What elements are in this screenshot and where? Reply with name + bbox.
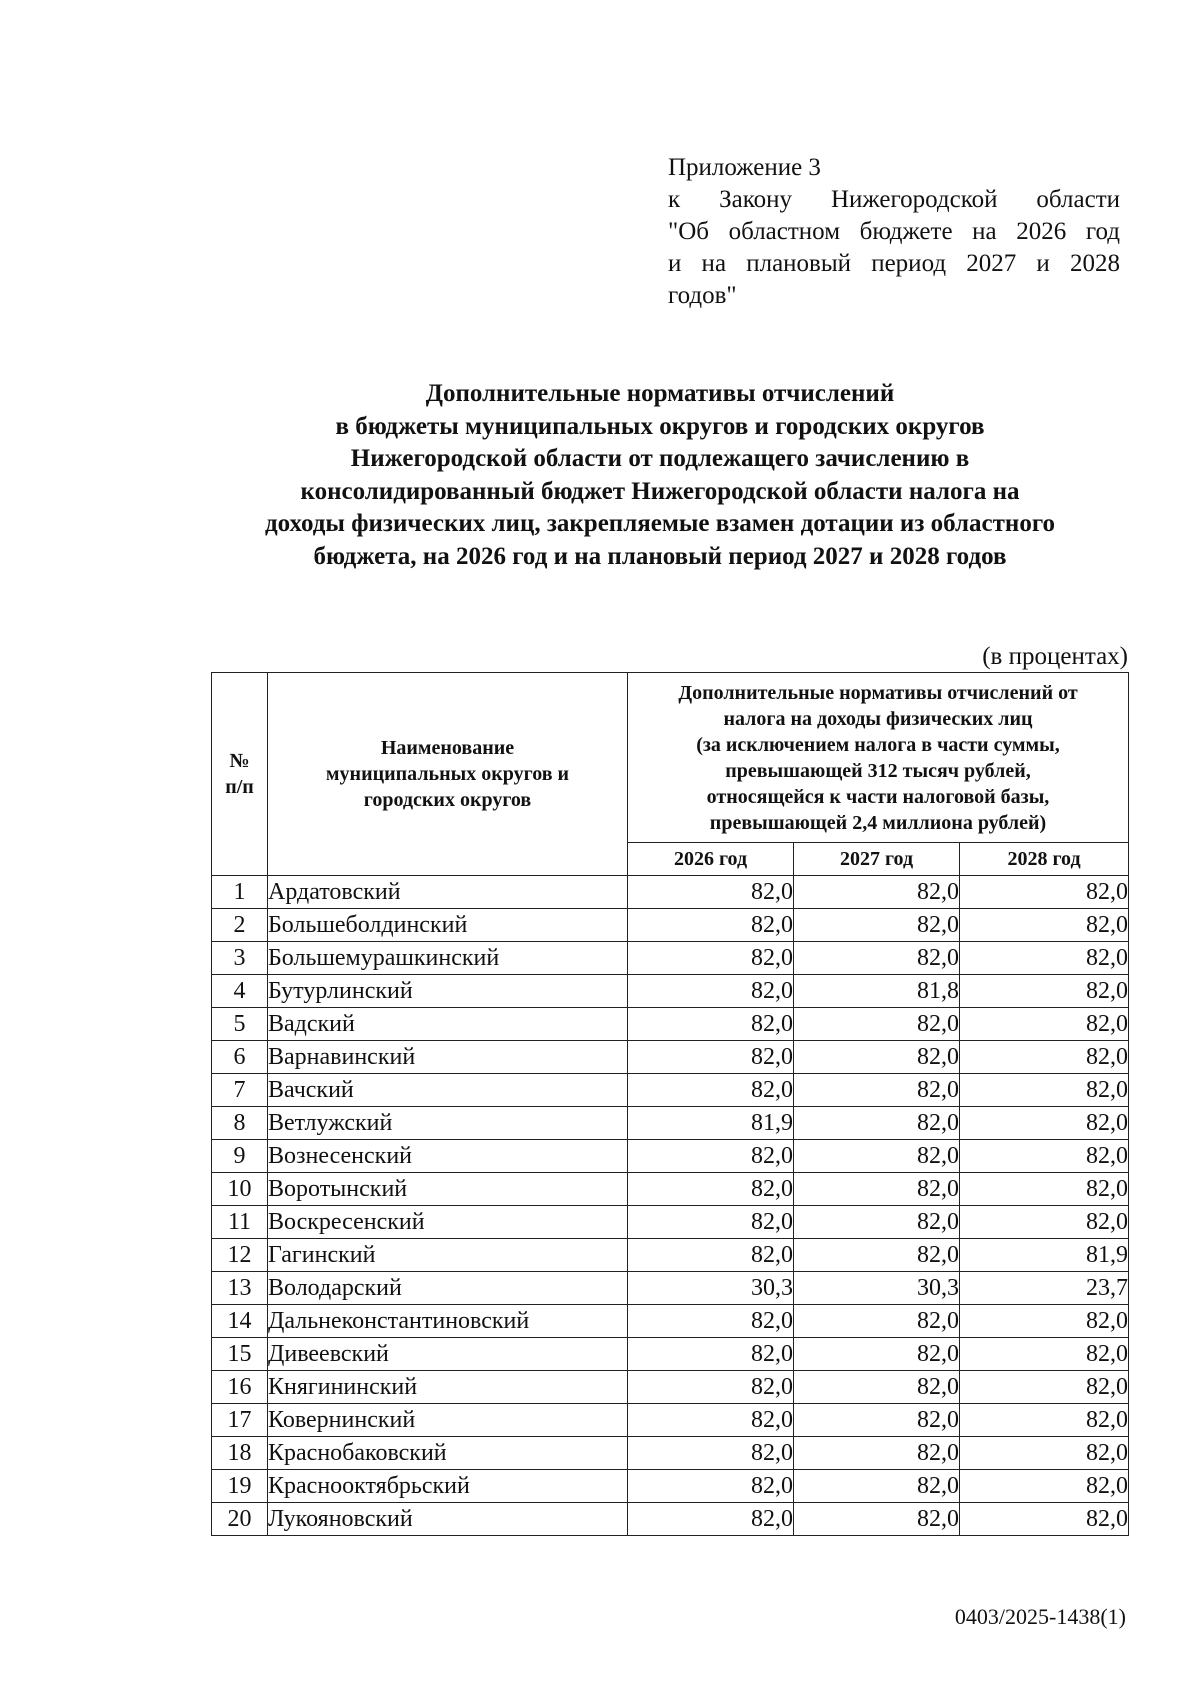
municipality-name: Варнавинский [268, 1041, 628, 1074]
table-row [212, 1008, 1129, 1041]
value-2028: 82,0 [960, 1008, 1129, 1041]
table-row [212, 1404, 1129, 1437]
value-2026: 82,0 [628, 1041, 794, 1074]
row-number: 4 [212, 975, 268, 1008]
title-line: Дополнительные нормативы отчислений [425, 380, 895, 407]
value-2026: 82,0 [628, 1437, 794, 1470]
value-2027: 81,8 [794, 975, 960, 1008]
row-number: 15 [212, 1338, 268, 1371]
value-2027: 30,3 [794, 1272, 960, 1305]
title-line: бюджета, на 2026 год и на плановый период 2027 и 2028 годов [313, 542, 1007, 570]
value-2028: 82,0 [960, 909, 1129, 942]
header-year-2027: 2027 год [794, 843, 960, 876]
table-row [212, 1041, 1129, 1074]
municipality-name: Вадский [268, 1008, 628, 1041]
norms-table [211, 672, 1129, 1536]
value-2027: 82,0 [794, 1107, 960, 1140]
value-2028: 82,0 [960, 1404, 1129, 1437]
value-2026: 82,0 [628, 1338, 794, 1371]
municipality-name: Володарский [268, 1272, 628, 1305]
value-2027: 82,0 [794, 1338, 960, 1371]
header-year-2028: 2028 год [960, 843, 1129, 876]
value-2026: 82,0 [628, 1503, 794, 1536]
table-row [212, 975, 1129, 1008]
row-number: 16 [212, 1371, 268, 1404]
value-2028: 82,0 [960, 1305, 1129, 1338]
value-2028: 82,0 [960, 1371, 1129, 1404]
row-number: 9 [212, 1140, 268, 1173]
municipality-name: Ветлужский [268, 1107, 628, 1140]
annex-line: и на плановый период 2027 и 2028 [668, 250, 1120, 277]
value-2027: 82,0 [794, 1173, 960, 1206]
table-row [212, 909, 1129, 942]
municipality-name: Дальнеконстантиновский [268, 1305, 628, 1338]
value-2028: 82,0 [960, 975, 1129, 1008]
value-2026: 82,0 [628, 1140, 794, 1173]
annex-block [668, 152, 1120, 312]
value-2028: 82,0 [960, 1206, 1129, 1239]
value-2026: 82,0 [628, 1206, 794, 1239]
value-2027: 82,0 [794, 876, 960, 909]
value-2026: 82,0 [628, 1173, 794, 1206]
value-2028: 82,0 [960, 1107, 1129, 1140]
value-2026: 82,0 [628, 1470, 794, 1503]
value-2028: 82,0 [960, 1074, 1129, 1107]
value-2026: 82,0 [628, 1239, 794, 1272]
value-2028: 82,0 [960, 1470, 1129, 1503]
row-number: 11 [212, 1206, 268, 1239]
value-2026: 81,9 [628, 1107, 794, 1140]
value-2026: 82,0 [628, 1008, 794, 1041]
municipality-name: Бутурлинский [268, 975, 628, 1008]
value-2026: 82,0 [628, 975, 794, 1008]
table-row [212, 1173, 1129, 1206]
municipality-name: Гагинский [268, 1239, 628, 1272]
table-row [212, 1503, 1129, 1536]
value-2028: 82,0 [960, 1503, 1129, 1536]
annex-line: "Об областном бюджете на 2026 год [668, 218, 1120, 245]
value-2028: 81,9 [960, 1239, 1129, 1272]
row-number: 20 [212, 1503, 268, 1536]
table-row [212, 1107, 1129, 1140]
municipality-name: Большеболдинский [268, 909, 628, 942]
row-number: 3 [212, 942, 268, 975]
municipality-name: Вознесенский [268, 1140, 628, 1173]
value-2027: 82,0 [794, 942, 960, 975]
municipality-name: Ковернинский [268, 1404, 628, 1437]
value-2026: 82,0 [628, 1371, 794, 1404]
value-2026: 82,0 [628, 1404, 794, 1437]
header-norms-group: Дополнительные нормативы отчислений от налога на доходы физических лиц (за исключением налога в части суммы, превышающей 312 тысяч рублей, относящейся к части налоговой базы, превышающей 2,4 миллиона рублей) [628, 673, 1129, 843]
municipality-name: Большемурашкинский [268, 942, 628, 975]
value-2027: 82,0 [794, 1503, 960, 1536]
table-row [212, 1074, 1129, 1107]
row-number: 13 [212, 1272, 268, 1305]
value-2027: 82,0 [794, 1206, 960, 1239]
value-2028: 82,0 [960, 1173, 1129, 1206]
document-title [200, 378, 1120, 573]
row-number: 17 [212, 1404, 268, 1437]
table-row [212, 1272, 1129, 1305]
units-label: (в процентах) [982, 643, 1128, 670]
value-2027: 82,0 [794, 1140, 960, 1173]
title-line: консолидированный бюджет Нижегородской области налога на [300, 477, 1020, 505]
row-number: 5 [212, 1008, 268, 1041]
value-2026: 82,0 [628, 876, 794, 909]
row-number: 2 [212, 909, 268, 942]
annex-line: Приложение 3 [668, 154, 821, 181]
row-number: 18 [212, 1437, 268, 1470]
table-row [212, 1338, 1129, 1371]
value-2026: 82,0 [628, 909, 794, 942]
value-2027: 82,0 [794, 909, 960, 942]
value-2027: 82,0 [794, 1404, 960, 1437]
municipality-name: Ардатовский [268, 876, 628, 909]
municipality-name: Краснобаковский [268, 1437, 628, 1470]
table-row [212, 1437, 1129, 1470]
table-body [212, 876, 1129, 1536]
value-2027: 82,0 [794, 1437, 960, 1470]
value-2028: 82,0 [960, 1437, 1129, 1470]
table-row [212, 1206, 1129, 1239]
municipality-name: Воскресенский [268, 1206, 628, 1239]
header-name: Наименование муниципальных округов и городских округов [268, 673, 628, 876]
row-number: 10 [212, 1173, 268, 1206]
document-number: 0403/2025-1438(1) [954, 1604, 1126, 1629]
municipality-name: Княгининский [268, 1371, 628, 1404]
table-row [212, 1239, 1129, 1272]
header-year-2026: 2026 год [628, 843, 794, 876]
value-2027: 82,0 [794, 1239, 960, 1272]
value-2026: 82,0 [628, 1305, 794, 1338]
municipality-name: Лукояновский [268, 1503, 628, 1536]
row-number: 1 [212, 876, 268, 909]
municipality-name: Воротынский [268, 1173, 628, 1206]
annex-line: к Закону Нижегородской области [668, 186, 1120, 213]
row-number: 7 [212, 1074, 268, 1107]
value-2027: 82,0 [794, 1470, 960, 1503]
row-number: 12 [212, 1239, 268, 1272]
value-2026: 30,3 [628, 1272, 794, 1305]
value-2027: 82,0 [794, 1074, 960, 1107]
value-2027: 82,0 [794, 1041, 960, 1074]
value-2026: 82,0 [628, 942, 794, 975]
annex-line: годов" [668, 282, 737, 309]
value-2028: 82,0 [960, 876, 1129, 909]
municipality-name: Дивеевский [268, 1338, 628, 1371]
row-number: 14 [212, 1305, 268, 1338]
value-2028: 82,0 [960, 1338, 1129, 1371]
row-number: 8 [212, 1107, 268, 1140]
table-row [212, 876, 1129, 909]
table-row [212, 1140, 1129, 1173]
value-2027: 82,0 [794, 1371, 960, 1404]
table-row [212, 1305, 1129, 1338]
row-number: 19 [212, 1470, 268, 1503]
header-number: № п/п [212, 673, 268, 876]
title-line: доходы физических лиц, закрепляемые взамен дотации из областного [264, 510, 1056, 537]
table-row [212, 1371, 1129, 1404]
municipality-name: Вачский [268, 1074, 628, 1107]
value-2026: 82,0 [628, 1074, 794, 1107]
value-2027: 82,0 [794, 1008, 960, 1041]
value-2028: 82,0 [960, 942, 1129, 975]
value-2028: 82,0 [960, 1140, 1129, 1173]
value-2028: 23,7 [960, 1272, 1129, 1305]
row-number: 6 [212, 1041, 268, 1074]
value-2027: 82,0 [794, 1305, 960, 1338]
title-line: Нижегородской области от подлежащего зачислению в [350, 445, 970, 472]
value-2028: 82,0 [960, 1041, 1129, 1074]
municipality-name: Краснооктябрьский [268, 1470, 628, 1503]
title-line: в бюджеты муниципальных округов и городских округов [335, 412, 985, 440]
table-row [212, 1470, 1129, 1503]
table-row [212, 942, 1129, 975]
